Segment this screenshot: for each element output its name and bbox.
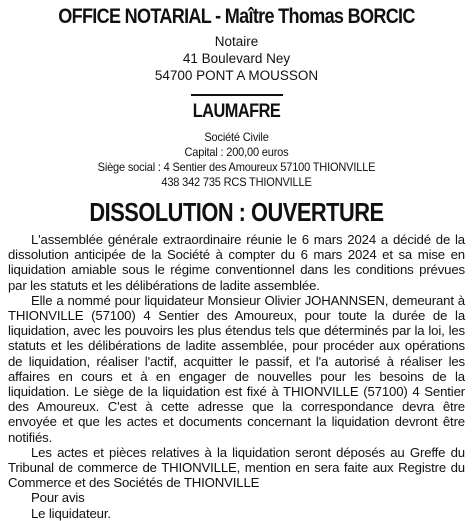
company-form: Société Civile <box>204 130 269 144</box>
office-role: Notaire <box>214 34 259 49</box>
notice-headline: DISSOLUTION : OUVERTURE <box>89 197 384 227</box>
divider-rule <box>191 94 283 96</box>
paragraph-liquidator: Elle a nommé pour liquidateur Monsieur Olivier JOHANNSEN, demeurant à THIONVILLE (57100) 4 Sentier des Amoureux, pour toute la durée de la liquidation, avec les pouvoirs les plus étendus tels que déterminés par la loi, les statuts et les délibérations de ladite assemblée, pour procéder aux opérations de liquidation, réaliser l'actif, acquitter le passif, et l'a autorisé à réaliser les affaires en cours et à en engager de nouvelles pour les besoins de la liquidation. Le siège de la liquidation est fixé à THIONVILLE (57100) 4 Sentier des Amoureux. C'est à cette adresse que la correspondance devra être envoyée et que les actes et documents concernant la liquidation devront être notifiés. <box>8 292 465 445</box>
company-details <box>26 130 446 190</box>
company-rcs: 438 342 735 RCS THIONVILLE <box>161 175 312 189</box>
paragraph-filing: Les actes et pièces relatives à la liquidation seront déposés au Greffe du Tribunal de commerce de THIONVILLE, mention en sera faite aux Registre du Commerce et des Sociétés de THIONVILLE <box>8 444 465 491</box>
closing-for-notice: Pour avis <box>31 490 85 506</box>
company-capital: Capital : 200,00 euros <box>184 145 289 159</box>
office-title: OFFICE NOTARIAL - Maître Thomas BORCIC <box>58 5 415 28</box>
company-name: LAUMAFRE <box>192 101 281 122</box>
closing-signatory: Le liquidateur. <box>31 505 111 521</box>
notice-body <box>8 232 465 521</box>
office-address <box>8 33 465 84</box>
office-city: 54700 PONT A MOUSSON <box>154 68 319 83</box>
office-street: 41 Boulevard Ney <box>182 51 291 66</box>
company-header <box>8 100 465 190</box>
office-header <box>8 4 465 84</box>
company-seat: Siège social : 4 Sentier des Amoureux 57100 THIONVILLE <box>97 160 376 174</box>
paragraph-dissolution: L'assemblée générale extraordinaire réunie le 6 mars 2024 a décidé de la dissolution anticipée de la Société à compter du 6 mars 2024 et sa mise en liquidation amiable sous le régime conventionnel dans les conditions prévues par les statuts et les délibérations de ladite assemblée. <box>8 232 465 293</box>
